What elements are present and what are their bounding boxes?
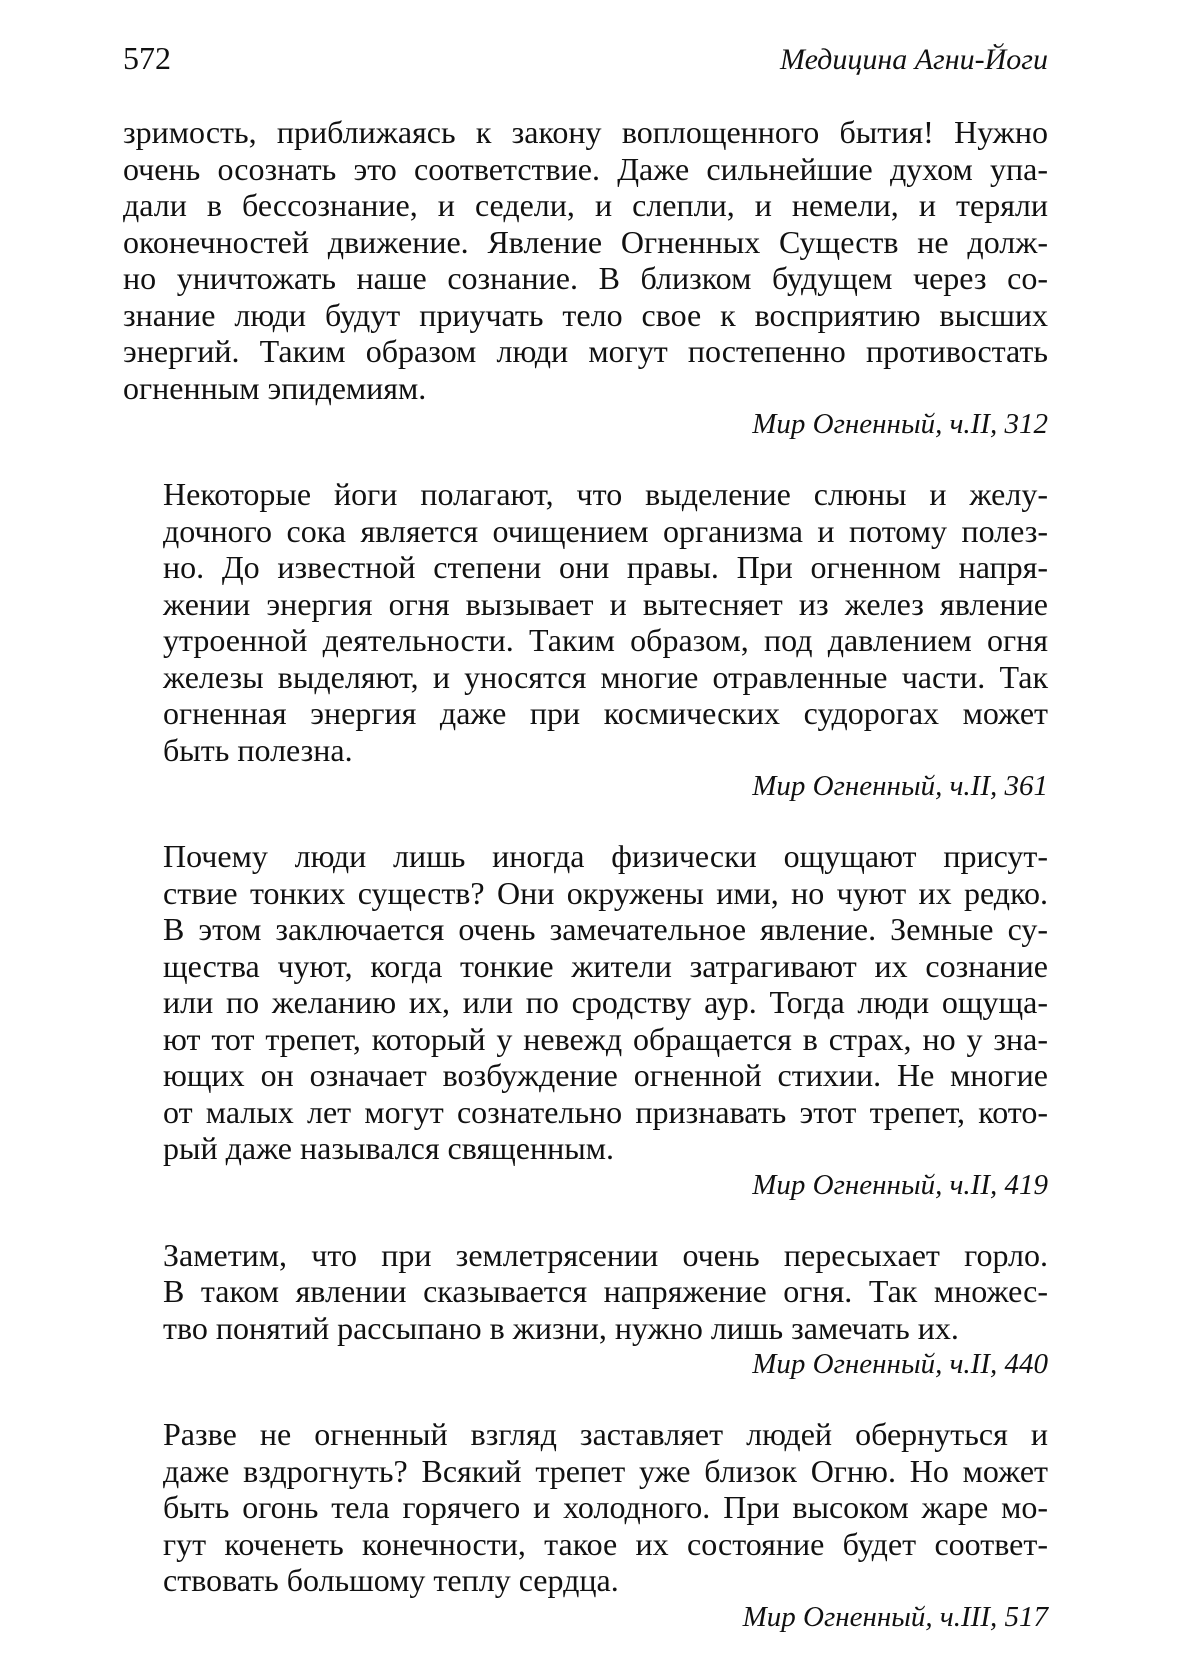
text-line: быть полезна. xyxy=(163,731,353,768)
text-line: тво понятий рассыпано в жизни, нужно лишь замечать их. xyxy=(163,1309,959,1346)
source-citation: Мир Огненный, ч.III, 517 xyxy=(742,1600,1048,1633)
text-line: от малых лет могут сознательно признавать этот трепет, кото- xyxy=(163,1093,1048,1130)
page-header xyxy=(123,40,1048,84)
text-line: ствие тонких существ? Они окружены ими, но чуют их редко. xyxy=(163,874,1048,911)
text-line: щества чуют, когда тонкие жители затрагивают их сознание xyxy=(163,947,1048,984)
text-line: Разве не огненный взгляд заставляет людей обернуться и xyxy=(163,1416,1048,1452)
text-line: утроенной деятельности. Таким образом, под давлением огня xyxy=(163,622,1048,658)
text-line: Некоторые йоги полагают, что выделение слюны и желу- xyxy=(163,476,1048,512)
text-line: но уничтожать наше сознание. В близком будущем через со- xyxy=(123,260,1048,296)
paragraph xyxy=(123,114,1048,406)
text-line: жении энергия огня вызывает и вытесняет из желез явление xyxy=(163,585,1048,622)
text-line: дочного сока является очищением организма и потому полез- xyxy=(163,512,1048,549)
source-citation: Мир Огненный, ч.II, 312 xyxy=(752,408,1048,440)
text-line: оконечностей движение. Явление Огненных Существ не долж- xyxy=(123,223,1048,260)
text-line: даже вздрогнуть? Всякий трепет уже близок Огню. Но может xyxy=(163,1452,1048,1489)
text-line: ют тот трепет, который у невежд обращается в страх, но у зна- xyxy=(163,1020,1048,1057)
text-line: Почему люди лишь иногда физически ощущают присут- xyxy=(163,838,1048,874)
source-citation: Мир Огненный, ч.II, 419 xyxy=(752,1168,1048,1201)
paragraph xyxy=(123,1416,1048,1599)
source-citation: Мир Огненный, ч.II, 440 xyxy=(752,1348,1048,1380)
paragraph xyxy=(123,1237,1048,1347)
text-line: огненная энергия даже при космических судорогах может xyxy=(163,695,1048,731)
paragraph xyxy=(123,838,1048,1167)
text-line: ствовать большому теплу сердца. xyxy=(163,1562,619,1598)
paragraph xyxy=(123,476,1048,768)
page-body xyxy=(123,114,1048,1635)
text-line: ющих он означает возбуждение огненной стихии. Не многие xyxy=(163,1057,1048,1093)
text-line: но. До известной степени они правы. При огненном напря- xyxy=(163,549,1048,585)
text-line: зримость, приближаясь к закону воплощенного бытия! Нужно xyxy=(123,114,1048,150)
source-citation: Мир Огненный, ч.II, 361 xyxy=(752,770,1048,802)
text-line: гут коченеть конечности, такое их состояние будет соответ- xyxy=(163,1525,1048,1562)
text-line: энергий. Таким образом люди могут постепенно противостать xyxy=(123,333,1048,369)
text-line: быть огонь тела горячего и холодного. При высоком жаре мо- xyxy=(163,1489,1048,1525)
text-line: рый даже назывался священным. xyxy=(163,1130,614,1166)
page-number: 572 xyxy=(123,40,171,76)
text-line: очень осознать это соответствие. Даже сильнейшие духом упа- xyxy=(123,150,1048,187)
text-line: знание люди будут приучать тело свое к восприятию высших xyxy=(123,296,1048,333)
text-line: огненным эпидемиям. xyxy=(123,369,427,406)
book-page xyxy=(123,40,1048,1669)
text-line: дали в бессознание, и седели, и слепли, и немели, и теряли xyxy=(123,187,1048,223)
text-line: железы выделяют, и уносятся многие отравленные части. Так xyxy=(163,658,1048,695)
text-line: или по желанию их, или по сродству аур. Тогда люди ощуща- xyxy=(163,984,1048,1020)
text-line: Заметим, что при землетрясении очень пересыхает горло. xyxy=(163,1236,1048,1273)
running-title: Медицина Агни-Йоги xyxy=(780,43,1048,76)
text-line: В таком явлении сказывается напряжение огня. Так множес- xyxy=(163,1273,1048,1309)
text-line: В этом заключается очень замечательное явление. Земные су- xyxy=(163,911,1048,947)
